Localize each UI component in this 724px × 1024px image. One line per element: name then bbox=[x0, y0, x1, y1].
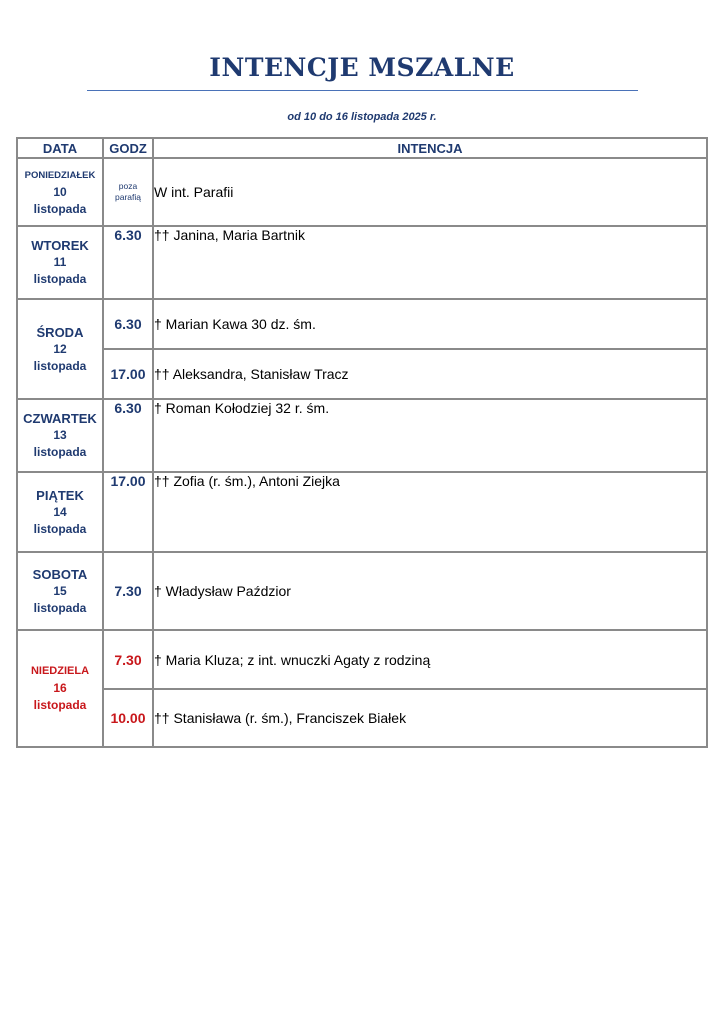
month-name: listopada bbox=[33, 698, 87, 712]
mass-hour: 17.00 bbox=[103, 349, 153, 399]
table-header-row bbox=[17, 138, 707, 158]
mass-hour: 7.30 bbox=[103, 552, 153, 630]
mass-intention: W int. Parafii bbox=[153, 158, 707, 226]
table-row bbox=[17, 226, 707, 299]
mass-hour: 6.30 bbox=[103, 399, 153, 472]
month-name: listopada bbox=[33, 358, 87, 373]
day-number: 12 bbox=[53, 341, 67, 356]
month-name: listopada bbox=[33, 272, 87, 286]
date-cell-sunday bbox=[17, 630, 103, 747]
header-intention: INTENCJA bbox=[153, 138, 707, 158]
mass-intention: † Władysław Paździor bbox=[153, 552, 707, 630]
month-name: listopada bbox=[33, 521, 87, 536]
day-name: PONIEDZIAŁEK bbox=[24, 169, 96, 181]
day-name: CZWARTEK bbox=[23, 411, 97, 426]
title-divider bbox=[87, 90, 638, 91]
day-name: NIEDZIELA bbox=[30, 665, 90, 677]
day-name: ŚRODA bbox=[36, 324, 84, 340]
date-cell-tuesday bbox=[17, 226, 103, 299]
date-cell-wednesday bbox=[17, 299, 103, 399]
table-row bbox=[17, 299, 707, 349]
mass-intention: †† Janina, Maria Bartnik bbox=[153, 226, 707, 299]
date-cell-friday bbox=[17, 472, 103, 552]
day-name: WTOREK bbox=[31, 238, 89, 253]
day-number: 10 bbox=[53, 184, 67, 199]
mass-hour: poza parafią bbox=[103, 158, 153, 226]
mass-intention: †† Stanisława (r. śm.), Franciszek Białek bbox=[153, 689, 707, 747]
month-name: listopada bbox=[33, 600, 87, 615]
header-hour: GODZ bbox=[103, 138, 153, 158]
mass-hour: 6.30 bbox=[103, 299, 153, 349]
date-range-subtitle: od 10 do 16 listopada 2025 r. bbox=[287, 111, 437, 123]
mass-hour: 17.00 bbox=[103, 472, 153, 552]
day-number: 16 bbox=[53, 681, 67, 695]
day-number: 14 bbox=[53, 504, 67, 519]
day-number: 11 bbox=[53, 255, 67, 269]
table-row bbox=[17, 472, 707, 552]
table-row bbox=[17, 689, 707, 747]
day-name: SOBOTA bbox=[32, 566, 88, 582]
header-date: DATA bbox=[17, 138, 103, 158]
mass-intentions-table bbox=[16, 137, 708, 748]
table-row bbox=[17, 630, 707, 689]
month-name: listopada bbox=[33, 445, 87, 459]
mass-intention: † Roman Kołodziej 32 r. śm. bbox=[153, 399, 707, 472]
date-cell-monday bbox=[17, 158, 103, 226]
date-cell-saturday bbox=[17, 552, 103, 630]
day-number: 15 bbox=[53, 583, 67, 598]
table-row bbox=[17, 399, 707, 472]
date-cell-thursday bbox=[17, 399, 103, 472]
mass-hour: 7.30 bbox=[103, 630, 153, 689]
table-row bbox=[17, 349, 707, 399]
table-row bbox=[17, 552, 707, 630]
table-row bbox=[17, 158, 707, 226]
mass-intention: †† Zofia (r. śm.), Antoni Ziejka bbox=[153, 472, 707, 552]
mass-intention: † Marian Kawa 30 dz. śm. bbox=[153, 299, 707, 349]
mass-intention: †† Aleksandra, Stanisław Tracz bbox=[153, 349, 707, 399]
day-name: PIĄTEK bbox=[36, 487, 84, 503]
day-number: 13 bbox=[53, 428, 67, 442]
mass-hour: 10.00 bbox=[103, 689, 153, 747]
mass-hour: 6.30 bbox=[103, 226, 153, 299]
month-name: listopada bbox=[33, 201, 87, 216]
page-title: INTENCJE MSZALNE bbox=[209, 53, 515, 82]
mass-intention: † Maria Kluza; z int. wnuczki Agaty z rodziną bbox=[153, 630, 707, 689]
